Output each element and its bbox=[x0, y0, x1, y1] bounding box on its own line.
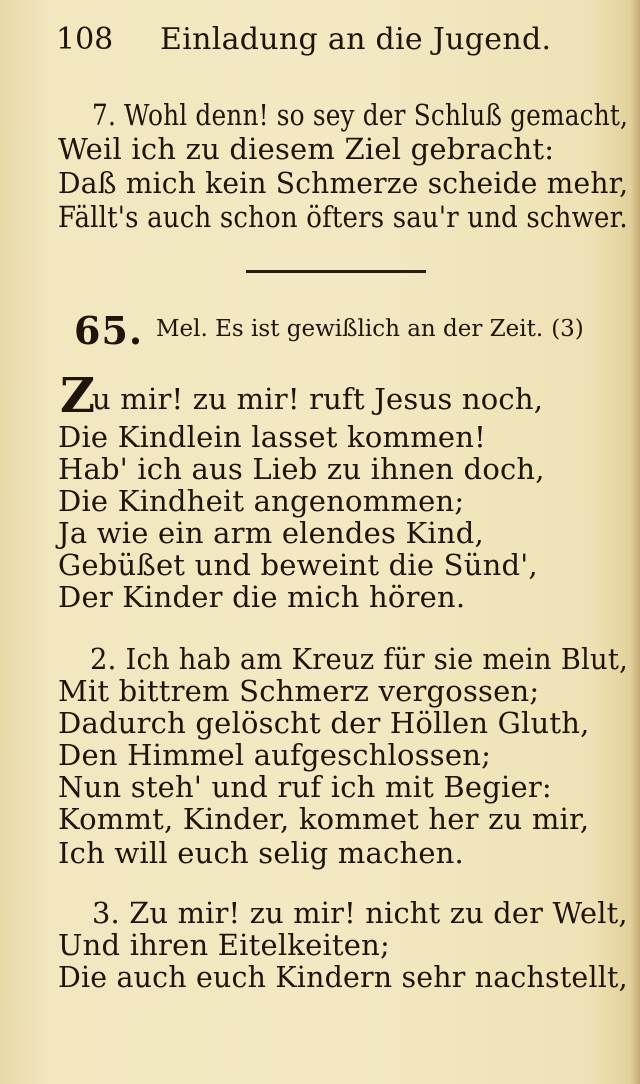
verse-line: Die Kindlein lasset kommen! bbox=[58, 420, 486, 454]
verse-line: u mir! zu mir! ruft Jesus noch, bbox=[92, 382, 544, 416]
melody-reference: (3) bbox=[551, 316, 584, 342]
page-number: 108 bbox=[56, 22, 114, 57]
hymn-number: 65. bbox=[74, 308, 144, 353]
verse-line: Fällt's auch schon öfters sau'r und schwer. bbox=[58, 200, 628, 234]
verse-line: Nun steh' und ruf ich mit Begier: bbox=[58, 770, 552, 804]
verse-line: Hab' ich aus Lieb zu ihnen doch, bbox=[58, 452, 545, 486]
verse-line: Mit bittrem Schmerz vergossen; bbox=[58, 674, 540, 708]
verse-line: Kommt, Kinder, kommet her zu mir, bbox=[58, 802, 590, 836]
verse-line: 7. Wohl denn! so sey der Schluß gemacht, bbox=[92, 98, 629, 132]
drop-initial: Z bbox=[60, 368, 96, 424]
section-divider bbox=[246, 270, 426, 273]
page-edge-shadow bbox=[630, 0, 640, 1084]
verse-line: Ja wie ein arm elendes Kind, bbox=[58, 516, 484, 550]
verse-line: Und ihren Eitelkeiten; bbox=[58, 928, 390, 962]
verse-line: 3. Zu mir! zu mir! nicht zu der Welt, bbox=[92, 896, 628, 930]
running-title: Einladung an die Jugend. bbox=[160, 22, 552, 57]
verse-line: Daß mich kein Schmerze scheide mehr, bbox=[58, 166, 629, 200]
verse-line: Dadurch gelöscht der Höllen Gluth, bbox=[58, 706, 590, 740]
verse-line: Den Himmel aufgeschlossen; bbox=[58, 738, 492, 772]
verse-line: Die Kindheit angenommen; bbox=[58, 484, 465, 518]
verse-line: Weil ich zu diesem Ziel gebracht: bbox=[58, 132, 555, 166]
verse-line: Ich will euch selig machen. bbox=[58, 836, 464, 870]
verse-line: Die auch euch Kindern sehr nachstellt, bbox=[58, 960, 628, 994]
verse-line: Der Kinder die mich hören. bbox=[58, 580, 466, 614]
melody-indication bbox=[156, 316, 584, 342]
running-header bbox=[56, 22, 616, 62]
melody-label: Mel. Es ist gewißlich an der Zeit. bbox=[156, 316, 544, 342]
verse-line: 2. Ich hab am Kreuz für sie mein Blut, bbox=[90, 642, 628, 676]
verse-line: Gebüßet und beweint die Sünd', bbox=[58, 548, 538, 582]
